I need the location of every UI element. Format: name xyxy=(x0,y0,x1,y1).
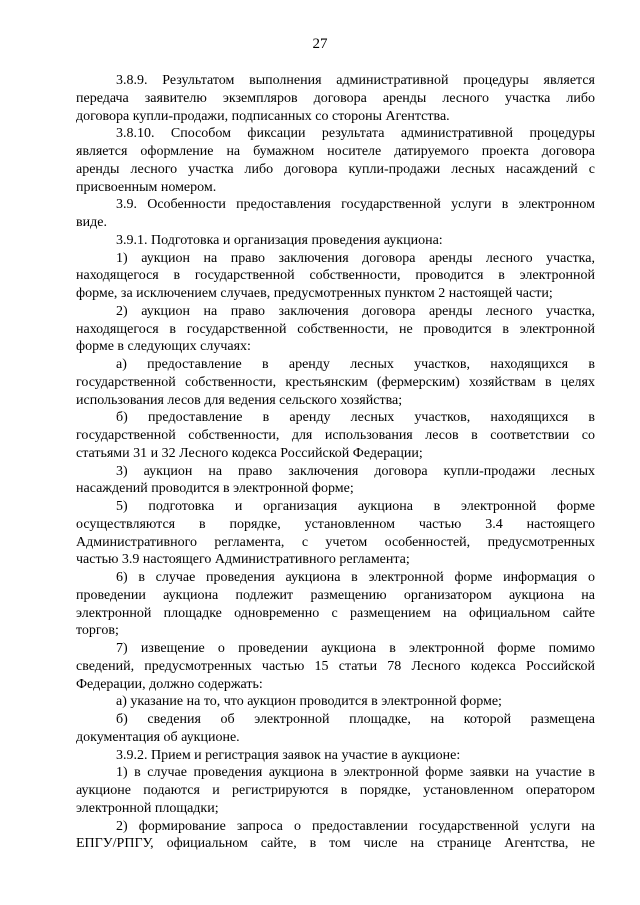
text-line: а) предоставление в аренду лесных участков, находящихся в xyxy=(116,357,595,372)
text-line: 2) формирование запроса о предоставлении государственной услуги на xyxy=(116,818,595,834)
text-line: 3.9. Особенности предоставления государственной услуги в электронном xyxy=(116,197,595,213)
text-line: ЕПГУ/РПГУ, официальном сайте, в том числе на странице Агентства, не xyxy=(76,836,595,852)
text-line: является оформление на бумажном носителе датируемого проекта договора xyxy=(76,144,595,159)
text-line: использования лесов для ведения сельского хозяйства; xyxy=(76,392,403,408)
text-line: аукционе подаются и регистрируются в порядке, установленном оператором xyxy=(76,783,595,798)
text-line: Административного регламента, с учетом особенностей, предусмотренных xyxy=(76,534,595,550)
text-line: государственной собственности, для использования лесов в соответствии со xyxy=(76,428,595,443)
text-line: форме, за исключением случаев, предусмотренных пунктом 2 настоящей части; xyxy=(76,286,553,301)
text-line: 5) подготовка и организация аукциона в электронной форме xyxy=(116,499,595,514)
text-line: государственной собственности, крестьянским (фермерским) хозяйствам в целях xyxy=(76,374,595,390)
text-line: виде. xyxy=(76,215,107,230)
text-line: а) указание на то, что аукцион проводится в электронной форме; xyxy=(116,694,502,710)
text-line: электронной площадки; xyxy=(76,800,219,816)
text-line: передача заявителю экземпляров договора аренды лесного участка либо xyxy=(76,90,595,106)
text-line: частью 3.9 настоящего Административного регламента; xyxy=(76,552,410,568)
text-line: присвоенным номером. xyxy=(76,179,217,195)
text-line: осуществляются в порядке, установленном частью 3.4 настоящего xyxy=(76,516,595,532)
text-line: находящегося в государственной собственности, не проводится в электронной xyxy=(76,321,595,337)
text-line: 3.9.2. Прием и регистрация заявок на участие в аукционе: xyxy=(116,747,461,763)
text-line: статьями 31 и 32 Лесного кодекса Российской Федерации; xyxy=(76,445,423,461)
text-line: сведений, предусмотренных частью 15 статьи 78 Лесного кодекса Российской xyxy=(76,658,595,674)
text-line: 1) аукцион на право заключения договора аренды лесного участка, xyxy=(116,250,595,266)
text-line: форме в следующих случаях: xyxy=(76,339,251,355)
text-line: 1) в случае проведения аукциона в электронной форме заявки на участие в xyxy=(116,765,595,781)
text-line: 3.8.9. Результатом выполнения административной процедуры является xyxy=(116,73,595,88)
text-line: Федерации, должно содержать: xyxy=(76,676,263,692)
text-line: 2) аукцион на право заключения договора аренды лесного участка, xyxy=(116,303,595,319)
document-body xyxy=(76,72,595,853)
text-line: 7) извещение о проведении аукциона в электронной форме помимо xyxy=(116,641,595,656)
text-line: проведении аукциона подлежит размещению организатором аукциона на xyxy=(76,587,595,603)
text-line: торгов; xyxy=(76,623,119,639)
text-line: находящегося в государственной собственности, проводится в электронной xyxy=(76,268,595,284)
text-line: договора купли-продажи, подписанных со стороны Агентства. xyxy=(76,108,450,124)
text-line: насаждений проводится в электронной форме; xyxy=(76,481,354,497)
text-line: документация об аукционе. xyxy=(76,729,240,745)
page-number: 27 xyxy=(312,36,328,52)
text-line: электронной площадке одновременно с размещением на официальном сайте xyxy=(76,605,595,621)
text-line: 3) аукцион на право заключения договора купли-продажи лесных xyxy=(116,463,595,479)
text-line: б) предоставление в аренду лесных участков, находящихся в xyxy=(116,410,595,426)
text-line: 6) в случае проведения аукциона в электронной форме информация о xyxy=(116,570,595,585)
text-line: аренды лесного участка либо договора купли-продажи лесных насаждений с xyxy=(76,161,595,177)
text-line: 3.9.1. Подготовка и организация проведения аукциона: xyxy=(116,232,443,248)
text-line: б) сведения об электронной площадке, на которой размещена xyxy=(116,712,595,727)
text-line: 3.8.10. Способом фиксации результата административной процедуры xyxy=(116,126,595,142)
